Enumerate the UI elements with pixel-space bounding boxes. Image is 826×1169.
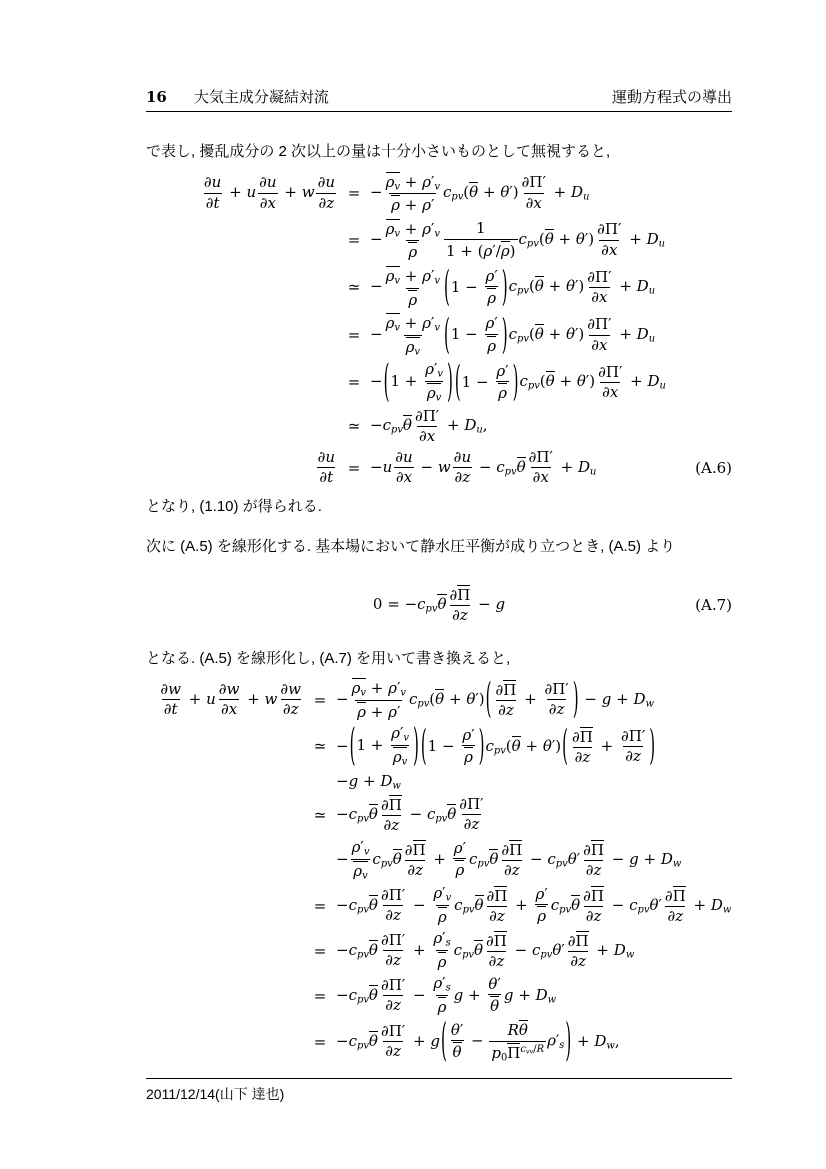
equation-relation: ≃ bbox=[313, 805, 327, 824]
equation-relation: = bbox=[347, 458, 361, 477]
equation-rhs: −cpvθ $\frac{\partial\Pi'}{\partial z}$ + g ( $\frac{\theta'}{\theta}$ − Rθ $p0\Pi^{cvv/R}$ ρ′s ) + Dw, bbox=[336, 1013, 620, 1068]
equation-rhs: −g + Dw bbox=[336, 771, 401, 792]
equation-relation: = bbox=[313, 1032, 327, 1051]
header-left-title: 大気主成分凝結対流 bbox=[193, 89, 329, 106]
paragraph-result: となり, (1.10) が得られる. bbox=[146, 497, 322, 515]
equation-relation: ≃ bbox=[347, 417, 361, 436]
equation-lhs: $\frac{\partial u}{\partial t}$ + u $\frac{\partial u}{\partial x}$ + w $\frac{\partial u}{\partial z}$ bbox=[203, 173, 335, 212]
equation-relation: = bbox=[347, 373, 361, 392]
equation-rhs: − $\frac{\rho'v}{\rho v}$ cpvθ $\frac{\partial\Pi}{\partial z}$ + $\frac{\rho'}{\rho}$ cpvθ $\frac{\partial\Pi}{\partial z}$ − cpvθ′ $\frac{\partial\Pi}{\partial z}$ − g + Dw bbox=[336, 837, 682, 881]
paragraph-intro: で表し, 擾乱成分の 2 次以上の量は十分小さいものとして無視すると, bbox=[146, 143, 611, 160]
equation-body: 0 = −cpvθ $\frac{\partial\Pi}{\partial z}$ − g bbox=[372, 585, 506, 625]
equation-rhs: − $\frac{\rho v + \rho'v}{\rho}$ ( 1 − $\frac{\rho'}{\rho}$ ) cpv(θ + θ′) $\frac{\partial\Pi'}{\partial x}$ + Du bbox=[370, 261, 656, 311]
equation-number: (A.6) bbox=[695, 458, 732, 477]
equation-relation: ≃ bbox=[347, 278, 361, 297]
equation-rhs: −cpvθ $\frac{\partial\Pi'}{\partial z}$ − $\frac{\rho's}{\rho}$ g + $\frac{\theta'}{\theta}$ g + Dw bbox=[336, 974, 557, 1017]
page-header bbox=[146, 86, 732, 112]
equation-rhs: − ( 1 + $\frac{\rho'v}{\rho v}$ ) ( 1 − $\frac{\rho'}{\rho}$ ) cpv(θ + θ′) $\frac{\partial\Pi'}{\partial x}$ + Du bbox=[370, 354, 666, 408]
equation-rhs: −cpvθ $\frac{\partial\Pi'}{\partial z}$ − $\frac{\rho'v}{\rho}$ cpvθ $\frac{\partial\Pi}{\partial z}$ + $\frac{\rho'}{\rho}$ cpvθ $\frac{\partial\Pi}{\partial z}$ − cpvθ′ $\frac{\partial\Pi}{\partial z}$ + Dw bbox=[336, 884, 732, 926]
page-number: 16 bbox=[146, 88, 167, 106]
equation-relation: = bbox=[347, 326, 361, 345]
paragraph-linearize: 次に (A.5) を線形化する. 基本場において静水圧平衡が成り立つとき, (A.5) より bbox=[146, 538, 676, 556]
equation-a7 bbox=[146, 583, 732, 627]
equation-block-w bbox=[146, 673, 732, 1068]
paragraph-rewrite: となる. (A.5) を線形化し, (A.7) を用いて書き換えると, bbox=[146, 649, 511, 667]
equation-rhs: − $\frac{\rho v + \rho'v}{\rho}$ $\frac{1}{1 + (\rho'/\rho)}$ cpv(θ + θ′) $\frac{\partial\Pi'}{\partial x}$ + Du bbox=[370, 219, 665, 262]
equation-lhs: $\frac{\partial u}{\partial t}$ bbox=[317, 448, 335, 487]
equation-relation: = bbox=[313, 690, 327, 709]
equation-rhs: −u $\frac{\partial u}{\partial x}$ − w $\frac{\partial u}{\partial z}$ − cpvθ $\frac{\partial\Pi'}{\partial x}$ + Du bbox=[370, 448, 597, 487]
equation-rhs: − ( 1 + $\frac{\rho'v}{\rho v}$ ) ( 1 − $\frac{\rho'}{\rho}$ ) cpv(θ + θ′) ( $\frac{\partial\Pi}{\partial z}$ + $\frac{\partial\Pi'}{\partial z}$ ) bbox=[336, 718, 656, 772]
page-footer bbox=[146, 1078, 732, 1104]
equation-lhs: $\frac{\partial w}{\partial t}$ + u $\frac{\partial w}{\partial x}$ + w $\frac{\partial w}{\partial z}$ bbox=[160, 679, 301, 719]
equation-rhs: − $\frac{\rho v + \rho'v}{\rho + \rho'}$ cpv(θ + θ′) $\frac{\partial\Pi'}{\partial x}$ + Du bbox=[370, 172, 590, 215]
header-right-title: 運動方程式の導出 bbox=[611, 89, 732, 106]
equation-rhs: −cpvθ $\frac{\partial\Pi'}{\partial z}$ + $\frac{\rho's}{\rho}$ cpvθ $\frac{\partial\Pi}{\partial z}$ − cpvθ′ $\frac{\partial\Pi}{\partial z}$ + Dw bbox=[336, 929, 635, 972]
footer-date-author: 2011/12/14(山下 達也) bbox=[146, 1085, 285, 1102]
equation-rhs: − $\frac{\rho v + \rho'v}{\rho v}$ ( 1 − $\frac{\rho'}{\rho}$ ) cpv(θ + θ′) $\frac{\partial\Pi'}{\partial x}$ + Du bbox=[370, 309, 656, 359]
equation-rhs: −cpvθ $\frac{\partial\Pi}{\partial z}$ − cpvθ $\frac{\partial\Pi'}{\partial z}$ bbox=[336, 795, 484, 835]
equation-relation: = bbox=[313, 896, 327, 915]
equation-number: (A.7) bbox=[695, 595, 732, 614]
equation-block-a6 bbox=[146, 172, 732, 487]
equation-rhs: − $\frac{\rho v + \rho'v}{\rho + \rho'}$ cpv(θ + θ′) ( $\frac{\partial\Pi}{\partial z}$ + $\frac{\partial\Pi'}{\partial z}$ ) − g + Dw bbox=[336, 673, 654, 724]
equation-relation: = bbox=[313, 986, 327, 1005]
equation-relation: ≃ bbox=[313, 737, 327, 756]
equation-relation: = bbox=[347, 184, 361, 203]
equation-relation: = bbox=[313, 941, 327, 960]
equation-rhs: −cpvθ $\frac{\partial\Pi'}{\partial x}$ + Du, bbox=[370, 406, 488, 445]
equation-relation: = bbox=[347, 231, 361, 250]
